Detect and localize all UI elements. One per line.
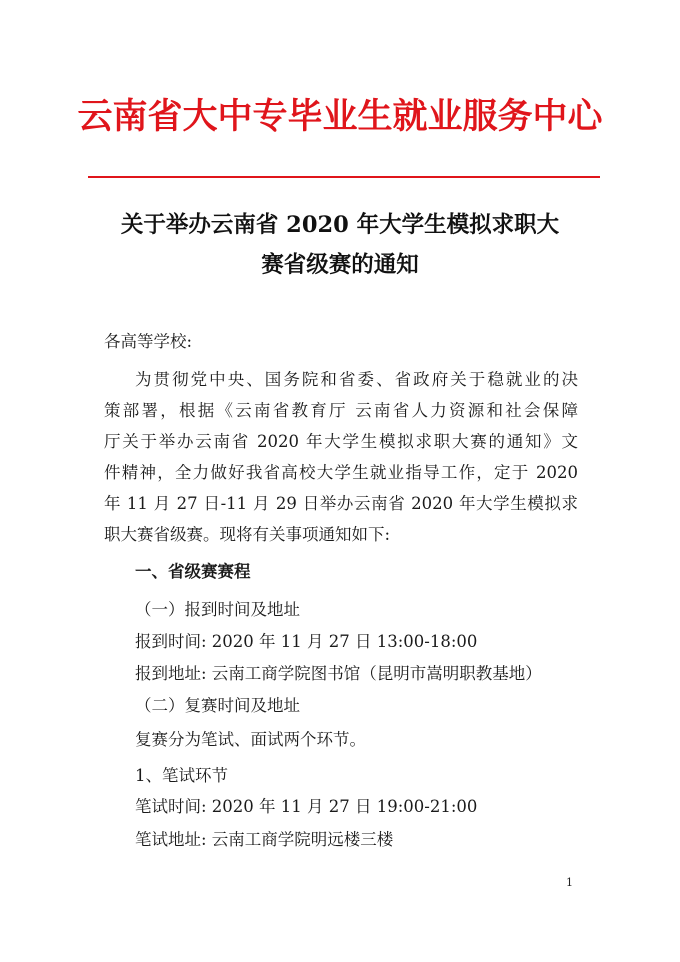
written-test-heading: 1、笔试环节 <box>135 766 228 785</box>
semifinal-description: 复赛分为笔试、面试两个环节。 <box>135 730 366 749</box>
intro-line-3: 厅关于举办云南省 2020 年大学生模拟求职大赛的通知》文 <box>104 432 578 451</box>
registration-time: 报到时间: 2020 年 11 月 27 日 13:00-18:00 <box>135 632 478 651</box>
written-test-address: 笔试地址: 云南工商学院明远楼三楼 <box>135 830 394 849</box>
intro-line-6: 职大赛省级赛。现将有关事项通知如下: <box>104 525 391 544</box>
subsection-heading-semifinal: （二）复赛时间及地址 <box>135 696 300 715</box>
org-header-title: 云南省大中专毕业生就业服务中心 <box>77 96 603 137</box>
header-red-divider <box>88 176 600 178</box>
salutation: 各高等学校: <box>104 332 193 351</box>
notice-title-line-2: 赛省级赛的通知 <box>261 252 419 278</box>
intro-line-5: 年 11 月 27 日-11 月 29 日举办云南省 2020 年大学生模拟求 <box>104 494 578 513</box>
notice-title-line-1: 关于举办云南省 2020 年大学生模拟求职大 <box>120 212 560 238</box>
section-heading-schedule: 一、省级赛赛程 <box>135 562 251 581</box>
intro-line-2: 策部署，根据《云南省教育厅 云南省人力资源和社会保障 <box>104 401 578 420</box>
notice-title <box>86 205 594 285</box>
registration-address: 报到地址: 云南工商学院图书馆（昆明市嵩明职教基地） <box>135 664 542 683</box>
written-test-time: 笔试时间: 2020 年 11 月 27 日 19:00-21:00 <box>135 797 478 816</box>
intro-line-1: 为贯彻党中央、国务院和省委、省政府关于稳就业的决 <box>135 370 578 389</box>
subsection-heading-registration: （一）报到时间及地址 <box>135 600 300 619</box>
page-number: 1 <box>566 876 573 889</box>
intro-line-4: 件精神，全力做好我省高校大学生就业指导工作，定于 2020 <box>104 463 578 482</box>
